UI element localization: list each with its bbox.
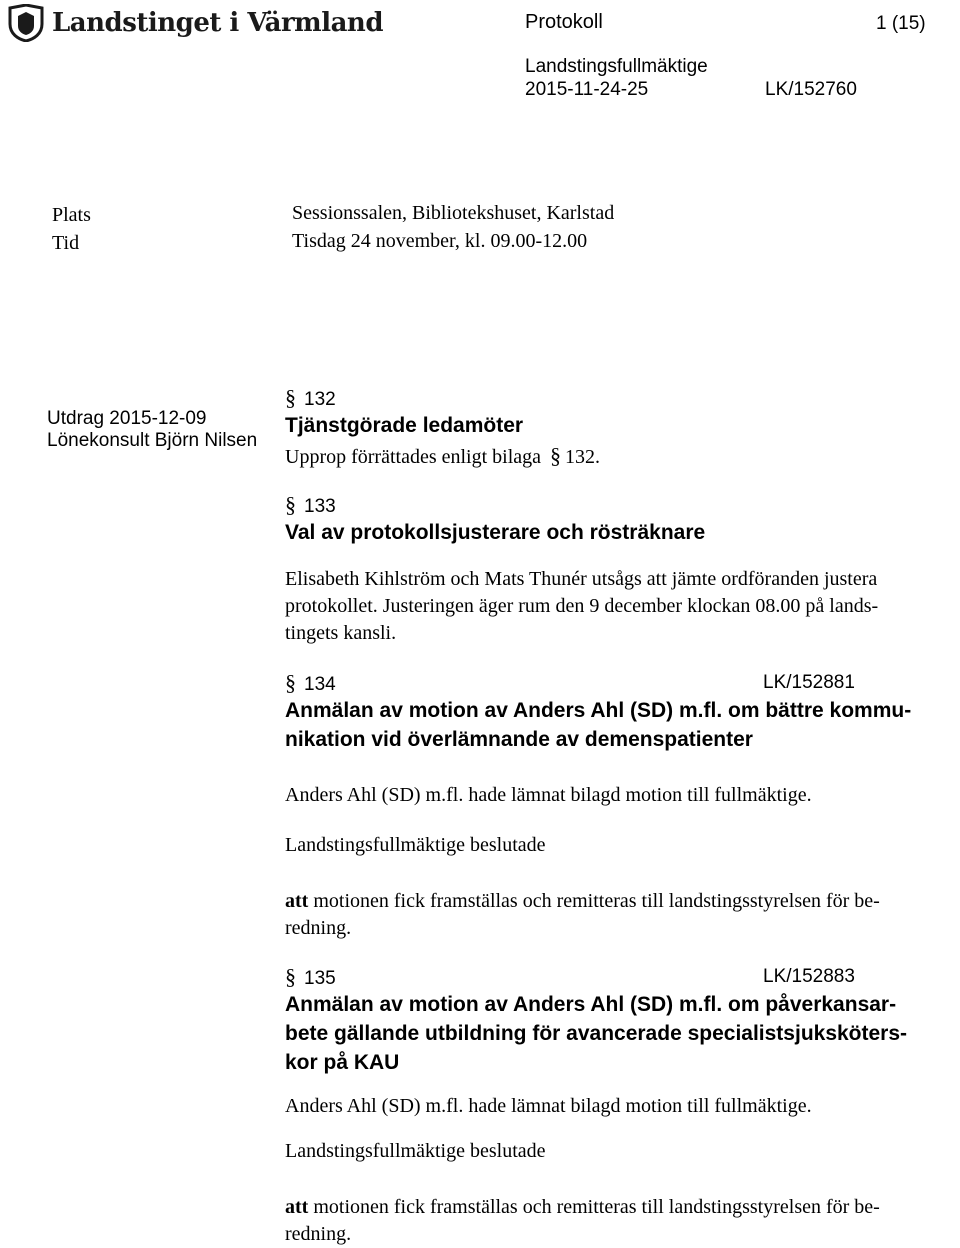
paragraph-symbol: § — [285, 964, 296, 989]
meeting-date: 2015-11-24-25 — [525, 79, 649, 100]
paragraph-symbol: § — [285, 670, 296, 695]
place-label: Plats — [52, 204, 91, 226]
document-reference: LK/152760 — [765, 79, 857, 100]
place-value: Sessionssalen, Bibliotekshuset, Karlstad — [292, 202, 615, 224]
section-132-number: § 132 — [285, 385, 336, 410]
document-type: Protokoll — [525, 11, 603, 33]
section-132-title: Tjänstgörade ledamöter — [285, 414, 524, 437]
time-value: Tisdag 24 november, kl. 09.00-12.00 — [292, 230, 588, 252]
section-133-number: § 133 — [285, 492, 336, 517]
county-emblem-icon — [6, 4, 46, 42]
page-number: 1 (15) — [876, 13, 926, 34]
section-135-number: § 135 — [285, 964, 336, 989]
section-133-text: Elisabeth Kihlström och Mats Thunér utsågs att jämte ordföranden justera protokollet. Justeringen äger rum den 9 december klockan 08.00 på lands- tingets kansli. — [285, 568, 879, 644]
extract-date: Utdrag 2015-12-09 — [47, 408, 207, 429]
paragraph-symbol: § — [550, 443, 562, 468]
section-135-text: Anders Ahl (SD) m.fl. hade lämnat bilagd motion till fullmäktige. — [285, 1095, 812, 1117]
section-135-decision: att motionen fick framställas och remitteras till landstingsstyrelsen för be- redning. — [285, 1196, 880, 1245]
paragraph-symbol: § — [285, 492, 296, 517]
logo-text: Landstinget i Värmland — [52, 8, 383, 38]
issuing-body: Landstingsfullmäktige — [525, 56, 708, 77]
section-134-decided: Landstingsfullmäktige beslutade — [285, 834, 546, 856]
section-134-reference: LK/152881 — [763, 672, 855, 693]
section-134-text: Anders Ahl (SD) m.fl. hade lämnat bilagd motion till fullmäktige. — [285, 784, 812, 806]
section-134-decision: att motionen fick framställas och remitteras till landstingsstyrelsen för be- redning. — [285, 890, 880, 939]
section-133-title: Val av protokollsjusterare och rösträknare — [285, 521, 706, 544]
section-135-reference: LK/152883 — [763, 966, 855, 987]
extract-by: Lönekonsult Björn Nilsen — [47, 430, 258, 451]
section-132-text: Upprop förrättades enligt bilaga § 132. — [285, 443, 601, 468]
section-135-decided: Landstingsfullmäktige beslutade — [285, 1140, 546, 1162]
paragraph-symbol: § — [285, 385, 296, 410]
time-label: Tid — [52, 232, 80, 254]
logo — [6, 4, 383, 42]
section-134-number: § 134 — [285, 670, 336, 695]
section-135-title: Anmälan av motion av Anders Ahl (SD) m.fl. om påverkansar- bete gällande utbildning för avancerade specialistsjuksköters- kor på KAU — [285, 993, 908, 1074]
section-134-title: Anmälan av motion av Anders Ahl (SD) m.fl. om bättre kommu- nikation vid överlämnande av demenspatienter — [285, 699, 912, 751]
